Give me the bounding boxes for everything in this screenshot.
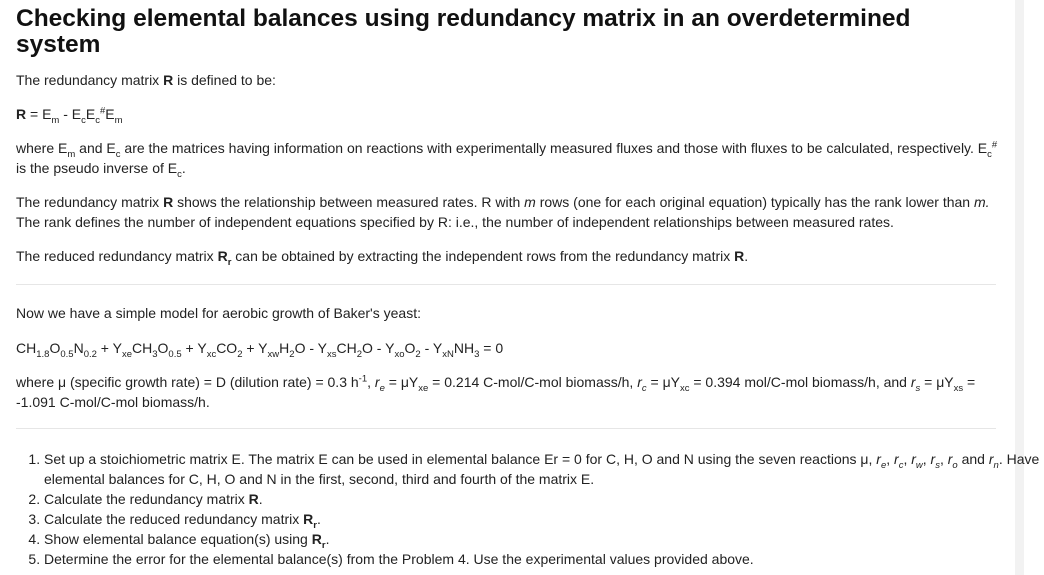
reaction-equation: $CH_{1.8}O_{0.5}N_{0.2} + Y_{xe}CH_3O_{0.5} + Y_{xc}CO_2 + Y_{xw}H_2O - Y_{xs}CH_2O - Y_{xo}O_2 - Y_{xN}NH_3 = 0$: [16, 340, 504, 360]
list-item: 4. Show elemental balance equation(s) using $R_r$.: [44, 529, 1044, 549]
divider: [16, 284, 996, 285]
redundancy-equation: $R = E_m - E_cE_c^{\#}E_m$: [16, 105, 123, 126]
list-item: 3. Calculate the reduced redundancy matrix $R_r$.: [44, 509, 1044, 529]
list-item: 1. Set up a stoichiometric matrix E. The matrix E can be used in elemental balance Er = 0 for C, H, O and N using the seven reactions μ, $r_e$, $r_c$, $r_w$, $r_s$, $r_o$ and $r_n$. Have elemental balances for C, H, O and N in the first, second, third and fourth of the matrix E.: [44, 449, 1044, 489]
page-title: Checking elemental balances using redundancy matrix in an overdetermined system: [16, 5, 911, 58]
reduced-matrix-paragraph: The reduced redundancy matrix $R_r$ can be obtained by extracting the independent rows from the redundancy matrix R.: [16, 248, 749, 268]
divider-2: [16, 428, 996, 429]
redundancy-description: The redundancy matrix R shows the relationship between measured rates. R with m rows (one for each original equation) typically has the rank lower than m. The rank defines the number of independent equations specified by R: i.e., the number of independent relationships between measured rates.: [16, 194, 990, 230]
intro-paragraph: The redundancy matrix R is defined to be:: [16, 72, 276, 88]
list-item: 5. Determine the error for the elemental balance(s) from the Problem 4. Use the experimental values provided above.: [44, 549, 1044, 569]
task-list: [0, 449, 1044, 569]
model-intro: Now we have a simple model for aerobic growth of Baker's yeast:: [16, 305, 421, 321]
definitions-paragraph: where $E_m$ and $E_c$ are the matrices having information on reactions with experimentally measured fluxes and those with fluxes to be calculated, respectively. $E_c^{\#}$ is the pseudo inverse of $E_c$.: [16, 139, 998, 180]
rates-paragraph: where μ (specific growth rate) = D (dilution rate) = 0.3 $h^{-1}$, $r_e = \mu Y_{xe} = 0.214$ C-mol/C-mol biomass/h, $r_c = \mu Y_{xc} = 0.394$ mol/C-mol biomass/h, and $r_s = \mu Y_{xs}$ = -1.091 C-mol/C-mol biomass/h.: [16, 373, 976, 410]
list-item: 2. Calculate the redundancy matrix R.: [44, 489, 1044, 509]
